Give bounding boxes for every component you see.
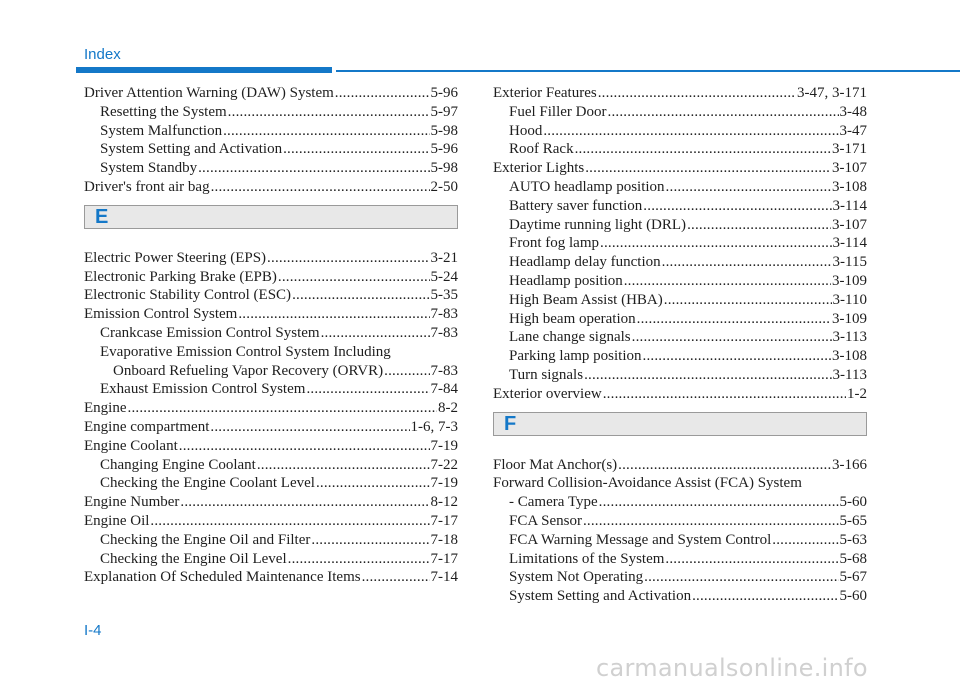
- entry-page: 3-115: [832, 254, 867, 271]
- index-entry: [84, 399, 458, 418]
- dot-leader: [228, 103, 430, 122]
- entry-page: 7-83: [430, 306, 458, 323]
- entry-page: 5-96: [430, 85, 458, 101]
- entry-page: 8-2: [438, 400, 458, 417]
- entry-page: 5-67: [839, 569, 867, 586]
- entry-page: 5-63: [839, 531, 867, 548]
- dot-leader: [664, 291, 832, 310]
- entry-text: Lane change signals: [509, 329, 631, 346]
- dot-leader: [180, 493, 429, 512]
- index-entry: [84, 362, 458, 381]
- entry-text: System Malfunction: [100, 122, 223, 139]
- entry-page: 5-96: [430, 141, 458, 158]
- index-entry: [84, 249, 458, 268]
- entry-page: 3-108: [832, 178, 867, 195]
- entry-text: System Setting and Activation: [100, 141, 283, 158]
- index-entry: [84, 493, 458, 512]
- index-entry: [493, 272, 867, 291]
- entry-text: Fuel Filler Door: [509, 103, 607, 120]
- index-entry: [493, 216, 867, 235]
- dot-leader: [257, 456, 430, 475]
- watermark: carmanualsonline.info: [596, 654, 868, 682]
- entry-text: FCA Warning Message and System Control: [509, 531, 772, 548]
- entry-page: 3-109: [832, 310, 867, 327]
- index-entry: [84, 178, 458, 197]
- index-entry: [84, 380, 458, 399]
- index-entry: [493, 178, 867, 197]
- index-entry: [493, 84, 867, 103]
- dot-leader: [179, 437, 430, 456]
- dot-leader: [321, 324, 430, 343]
- entry-text: Engine Oil: [84, 512, 150, 529]
- dot-leader: [643, 347, 832, 366]
- dot-leader: [585, 159, 831, 178]
- index-entry: [493, 587, 867, 606]
- entry-text: Hood: [509, 122, 543, 139]
- index-entry: [493, 328, 867, 347]
- index-entry: [84, 456, 458, 475]
- header-rule-thin: [336, 70, 960, 72]
- entry-text: Turn signals: [509, 366, 584, 383]
- dot-leader: [662, 253, 832, 272]
- index-entry: [493, 310, 867, 329]
- entry-text: Engine compartment: [84, 418, 210, 435]
- index-entry: [84, 103, 458, 122]
- entry-text: Exterior Lights: [493, 160, 585, 177]
- index-entry: [84, 437, 458, 456]
- entry-page: 5-60: [839, 588, 867, 605]
- dot-leader: [692, 587, 838, 606]
- entry-page: 7-19: [430, 475, 458, 492]
- entry-text: Exhaust Emission Control System: [100, 381, 306, 398]
- page-number: I-4: [84, 622, 102, 639]
- section-letter-f: F: [504, 412, 517, 435]
- entry-page: 5-24: [430, 268, 458, 285]
- entry-text: Crankcase Emission Control System: [100, 324, 320, 341]
- dot-leader: [772, 531, 838, 550]
- index-entry: [493, 122, 867, 141]
- entry-page: 3-107: [832, 160, 867, 177]
- index-title: Index: [84, 46, 121, 63]
- index-entry: [84, 343, 458, 362]
- entry-text: System Setting and Activation: [509, 588, 692, 605]
- entry-page: 3-166: [832, 456, 867, 473]
- index-entry: [493, 550, 867, 569]
- dot-leader: [311, 531, 429, 550]
- index-entry: [493, 531, 867, 550]
- dot-leader: [637, 310, 831, 329]
- index-entry: [84, 550, 458, 569]
- entry-page: 7-22: [430, 456, 458, 473]
- index-entry: [493, 493, 867, 512]
- entry-text: System Standby: [100, 160, 198, 177]
- entry-page: 7-19: [430, 437, 458, 454]
- index-entry: [84, 159, 458, 178]
- index-entry: [493, 385, 867, 404]
- dot-leader: [643, 197, 831, 216]
- index-entry: [493, 512, 867, 531]
- dot-leader: [306, 380, 429, 399]
- entry-text: Resetting the System: [100, 103, 227, 120]
- dot-leader: [316, 474, 430, 493]
- entry-text: AUTO headlamp position: [509, 178, 665, 195]
- entry-text: Headlamp delay function: [509, 254, 661, 271]
- entry-text: Evaporative Emission Control System Including: [100, 343, 391, 360]
- dot-leader: [687, 216, 831, 235]
- entry-page: 5-98: [430, 160, 458, 177]
- entry-text: Daytime running light (DRL): [509, 216, 687, 233]
- entry-text: High beam operation: [509, 310, 636, 327]
- entry-text: Checking the Engine Oil Level: [100, 550, 287, 567]
- entry-page: 5-35: [430, 287, 458, 304]
- entry-text: Floor Mat Anchor(s): [493, 456, 618, 473]
- entry-page: 3-109: [832, 272, 867, 289]
- entry-page: 3-47: [839, 122, 867, 139]
- dot-leader: [600, 234, 832, 253]
- entry-text: Engine: [84, 400, 127, 417]
- index-entry: [493, 366, 867, 385]
- entry-text: Emission Control System: [84, 306, 238, 323]
- entry-page: 3-171: [832, 141, 867, 158]
- index-entry: [84, 324, 458, 343]
- index-entry: [493, 159, 867, 178]
- entry-page: 5-60: [839, 494, 867, 511]
- entry-text: Driver's front air bag: [84, 178, 210, 195]
- dot-leader: [632, 328, 832, 347]
- dot-leader: [211, 178, 430, 197]
- right-column: [493, 84, 867, 606]
- dot-leader: [583, 512, 839, 531]
- entry-page: 7-83: [430, 324, 458, 341]
- index-entry: [493, 347, 867, 366]
- left-group-2: [84, 249, 458, 587]
- entry-page: 8-12: [430, 494, 458, 511]
- entry-page: 7-83: [430, 362, 458, 379]
- entry-text: Roof Rack: [509, 141, 574, 158]
- entry-page: 7-17: [430, 512, 458, 529]
- dot-leader: [584, 366, 831, 385]
- entry-page: 5-97: [430, 103, 458, 120]
- left-group-1: [84, 84, 458, 197]
- index-entry: [493, 291, 867, 310]
- index-entry: [84, 512, 458, 531]
- entry-page: 7-17: [430, 550, 458, 567]
- entry-text: Electronic Stability Control (ESC): [84, 287, 292, 304]
- entry-text: High Beam Assist (HBA): [509, 291, 663, 308]
- right-group-1: [493, 84, 867, 404]
- index-entry: [493, 253, 867, 272]
- index-entry: [84, 122, 458, 141]
- entry-text: FCA Sensor: [509, 512, 582, 529]
- dot-leader: [128, 399, 438, 418]
- entry-page: 3-107: [832, 216, 867, 233]
- entry-text: Explanation Of Scheduled Maintenance Items: [84, 569, 361, 586]
- entry-page: 3-113: [832, 366, 867, 383]
- section-letter-e: E: [95, 205, 109, 228]
- dot-leader: [283, 140, 429, 159]
- entry-text: Checking the Engine Coolant Level: [100, 475, 315, 492]
- dot-leader: [198, 159, 429, 178]
- entry-text: Electronic Parking Brake (EPB): [84, 268, 277, 285]
- dot-leader: [599, 493, 839, 512]
- index-entry: [84, 140, 458, 159]
- index-entry: [493, 568, 867, 587]
- entry-page: 5-65: [839, 512, 867, 529]
- section-bar-f: [493, 412, 867, 436]
- index-entry: [84, 474, 458, 493]
- dot-leader: [335, 84, 430, 103]
- dot-leader: [575, 140, 831, 159]
- dot-leader: [598, 84, 796, 103]
- dot-leader: [666, 178, 831, 197]
- entry-text: Headlamp position: [509, 272, 623, 289]
- index-entry: [493, 456, 867, 475]
- header-rule-thick: [76, 67, 332, 73]
- entry-text: Front fog lamp: [509, 235, 599, 252]
- dot-leader: [267, 249, 429, 268]
- dot-leader: [618, 456, 831, 475]
- index-entry: [84, 418, 458, 437]
- index-entry: [84, 286, 458, 305]
- dot-leader: [384, 362, 429, 381]
- index-entry: [84, 305, 458, 324]
- dot-leader: [624, 272, 831, 291]
- entry-page: 5-98: [430, 122, 458, 139]
- entry-page: 3-21: [430, 249, 458, 266]
- entry-text: Driver Attention Warning (DAW) System: [84, 85, 334, 101]
- entry-text: Electric Power Steering (EPS): [84, 249, 267, 266]
- index-entry: [84, 268, 458, 287]
- dot-leader: [603, 385, 846, 404]
- index-entry: [84, 531, 458, 550]
- entry-page: 3-108: [832, 348, 867, 365]
- entry-text: Engine Number: [84, 494, 180, 511]
- entry-page: 1-2: [847, 385, 867, 402]
- dot-leader: [150, 512, 429, 531]
- dot-leader: [608, 103, 839, 122]
- entry-text: Parking lamp position: [509, 348, 642, 365]
- dot-leader: [543, 122, 838, 141]
- entry-page: 7-18: [430, 531, 458, 548]
- entry-page: 3-114: [832, 197, 867, 214]
- dot-leader: [223, 122, 429, 141]
- dot-leader: [238, 305, 429, 324]
- dot-leader: [210, 418, 409, 437]
- entry-page: 3-113: [832, 329, 867, 346]
- entry-text: Forward Collision-Avoidance Assist (FCA) System: [493, 475, 802, 492]
- dot-leader: [278, 268, 430, 287]
- entry-text: Changing Engine Coolant: [100, 456, 256, 473]
- entry-text: Limitations of the System: [509, 550, 665, 567]
- index-entry: [493, 103, 867, 122]
- entry-text: Onboard Refueling Vapor Recovery (ORVR): [113, 362, 384, 379]
- entry-page: 7-84: [430, 381, 458, 398]
- index-entry: [493, 197, 867, 216]
- entry-page: 5-68: [839, 550, 867, 567]
- entry-page: 3-110: [832, 291, 867, 308]
- index-entry: [493, 140, 867, 159]
- entry-text: Checking the Engine Oil and Filter: [100, 531, 311, 548]
- dot-leader: [644, 568, 838, 587]
- index-entry: [84, 568, 458, 587]
- entry-page: 1-6, 7-3: [410, 418, 458, 435]
- entry-page: 3-114: [832, 235, 867, 252]
- index-entry: [493, 234, 867, 253]
- dot-leader: [665, 550, 838, 569]
- entry-text: Engine Coolant: [84, 437, 178, 454]
- dot-leader: [288, 550, 430, 569]
- entry-page: 3-47, 3-171: [797, 85, 867, 101]
- index-entry: [493, 474, 867, 493]
- entry-text: System Not Operating: [509, 569, 644, 586]
- entry-page: 3-48: [839, 103, 867, 120]
- left-column: [84, 84, 458, 587]
- dot-leader: [292, 286, 429, 305]
- entry-text: Battery saver function: [509, 197, 643, 214]
- entry-text: Exterior overview: [493, 385, 602, 402]
- section-bar-e: [84, 205, 458, 229]
- index-entry: [84, 84, 458, 103]
- entry-page: 2-50: [430, 178, 458, 195]
- right-group-2: [493, 456, 867, 606]
- entry-page: 7-14: [430, 569, 458, 586]
- entry-text: Exterior Features: [493, 85, 597, 101]
- entry-text: - Camera Type: [509, 494, 598, 511]
- dot-leader: [362, 568, 430, 587]
